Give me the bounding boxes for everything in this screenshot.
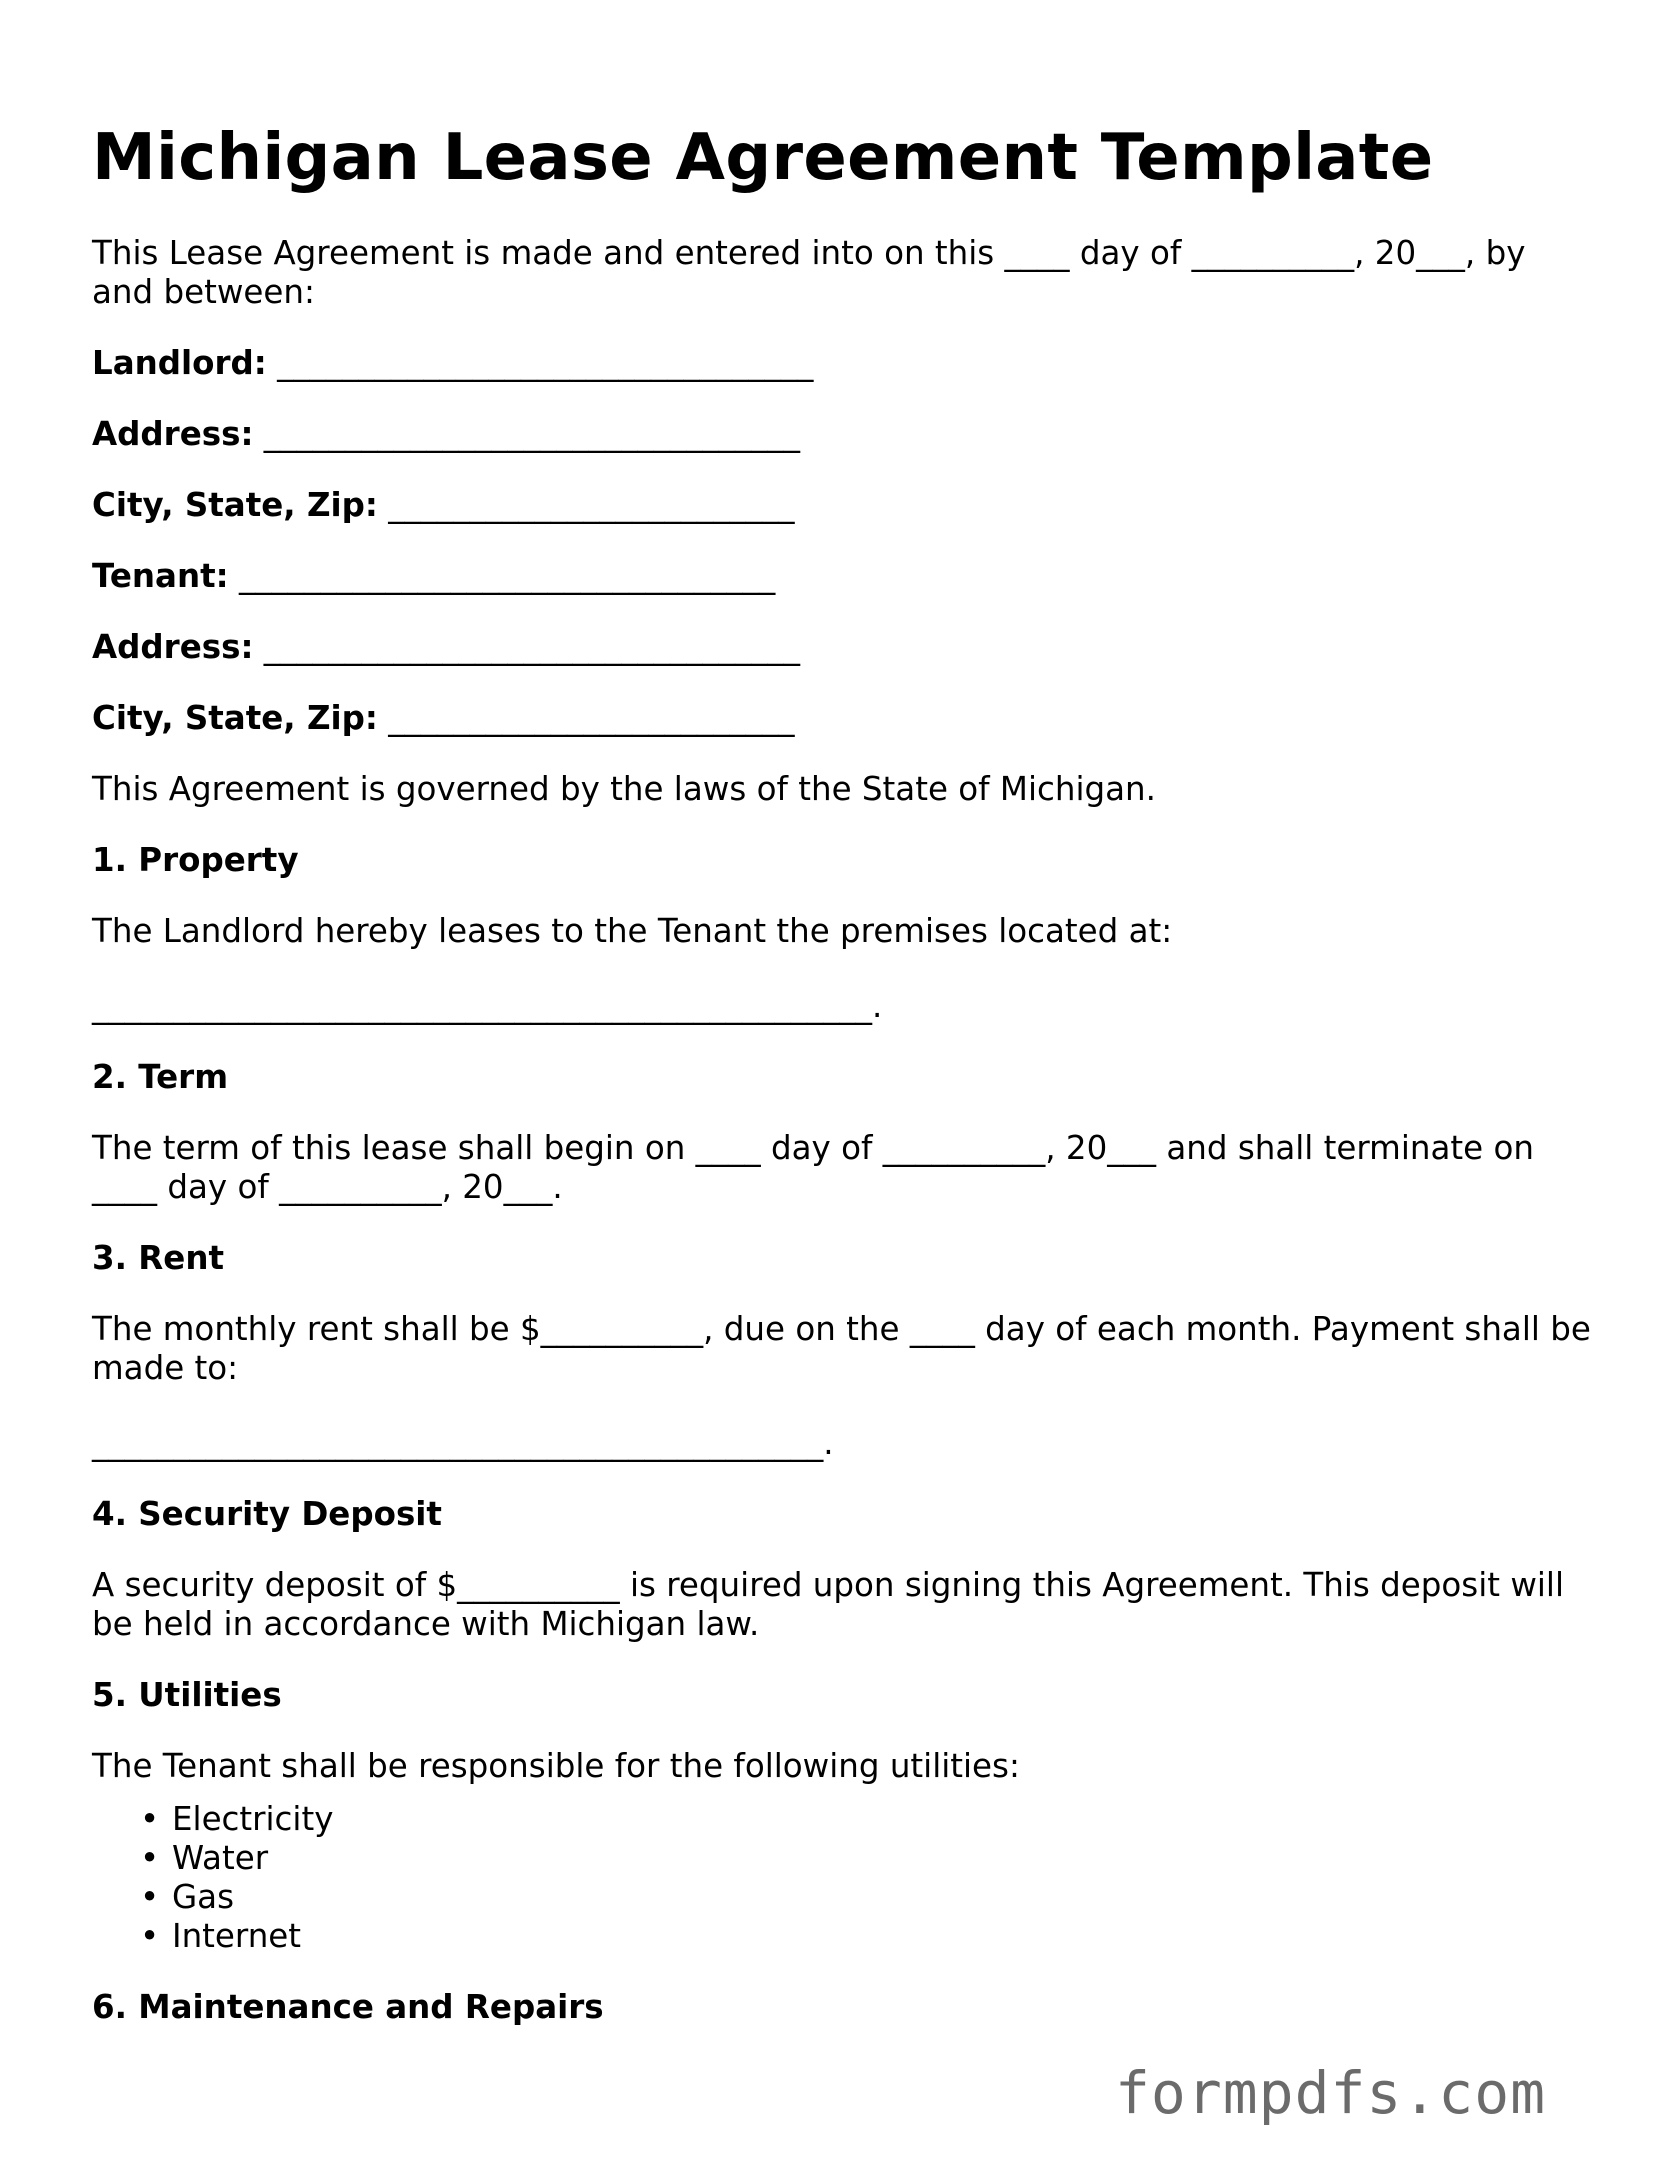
landlord-label: Landlord: [92,344,267,382]
section-heading-rent: 3. Rent [92,1239,225,1277]
tenant-field [92,557,1592,596]
landlord-city-label: City, State, Zip: [92,486,378,524]
section-heading-maintenance: 6. Maintenance and Repairs [92,1988,604,2026]
section-heading-security-deposit: 4. Security Deposit [92,1495,442,1533]
list-item [140,1839,1592,1878]
property-text: The Landlord hereby leases to the Tenant the premises located at: [92,912,1173,950]
utilities-text: The Tenant shall be responsible for the following utilities: [92,1747,1020,1785]
utility-gas: Gas [172,1878,235,1916]
tenant-label: Tenant: [92,557,229,595]
utility-water: Water [172,1839,269,1877]
utility-electricity: Electricity [172,1800,334,1838]
security-deposit-text: A security deposit of $__________ is required upon signing this Agreement. This deposit will be held in accordance with Michigan law. [92,1566,1564,1643]
document-title: Michigan Lease Agreement Template [92,121,1434,195]
landlord-address-blank: _________________________________ [263,415,801,453]
landlord-field [92,344,1592,383]
landlord-city-blank: _________________________ [388,486,795,524]
tenant-city-field [92,699,1592,738]
tenant-address-field [92,628,1592,667]
bullet-icon: • [140,1800,160,1838]
tenant-address-blank: _________________________________ [263,628,801,666]
utility-internet: Internet [172,1917,302,1955]
watermark: formpdfs.com [1115,2059,1547,2127]
list-item [140,1917,1592,1956]
section-heading-utilities: 5. Utilities [92,1676,282,1714]
landlord-address-label: Address: [92,415,254,453]
tenant-city-blank: _________________________ [388,699,795,737]
tenant-city-label: City, State, Zip: [92,699,378,737]
landlord-city-field [92,486,1592,525]
utilities-list [92,1800,1592,1956]
rent-text: The monthly rent shall be $__________, due on the ____ day of each month. Payment shall be made to: [92,1310,1591,1387]
bullet-icon: • [140,1839,160,1877]
landlord-blank: _________________________________ [277,344,814,382]
property-address-blank: ________________________________________________. [92,987,883,1025]
intro-paragraph: This Lease Agreement is made and entered into on this ____ day of __________, 20___, by and between: [92,234,1526,311]
tenant-address-label: Address: [92,628,254,666]
section-heading-term: 2. Term [92,1058,229,1096]
bullet-icon: • [140,1878,160,1916]
rent-payee-blank: _____________________________________________. [92,1424,834,1462]
list-item [140,1878,1592,1917]
governing-law-statement: This Agreement is governed by the laws of the State of Michigan. [92,770,1156,808]
section-heading-property: 1. Property [92,841,299,879]
tenant-blank: _________________________________ [238,557,776,595]
term-text: The term of this lease shall begin on ____ day of __________, 20___ and shall terminate on ____ day of __________, 20___. [92,1129,1534,1206]
landlord-address-field [92,415,1592,454]
bullet-icon: • [140,1917,160,1955]
lease-document [92,110,1592,2027]
list-item [140,1800,1592,1839]
